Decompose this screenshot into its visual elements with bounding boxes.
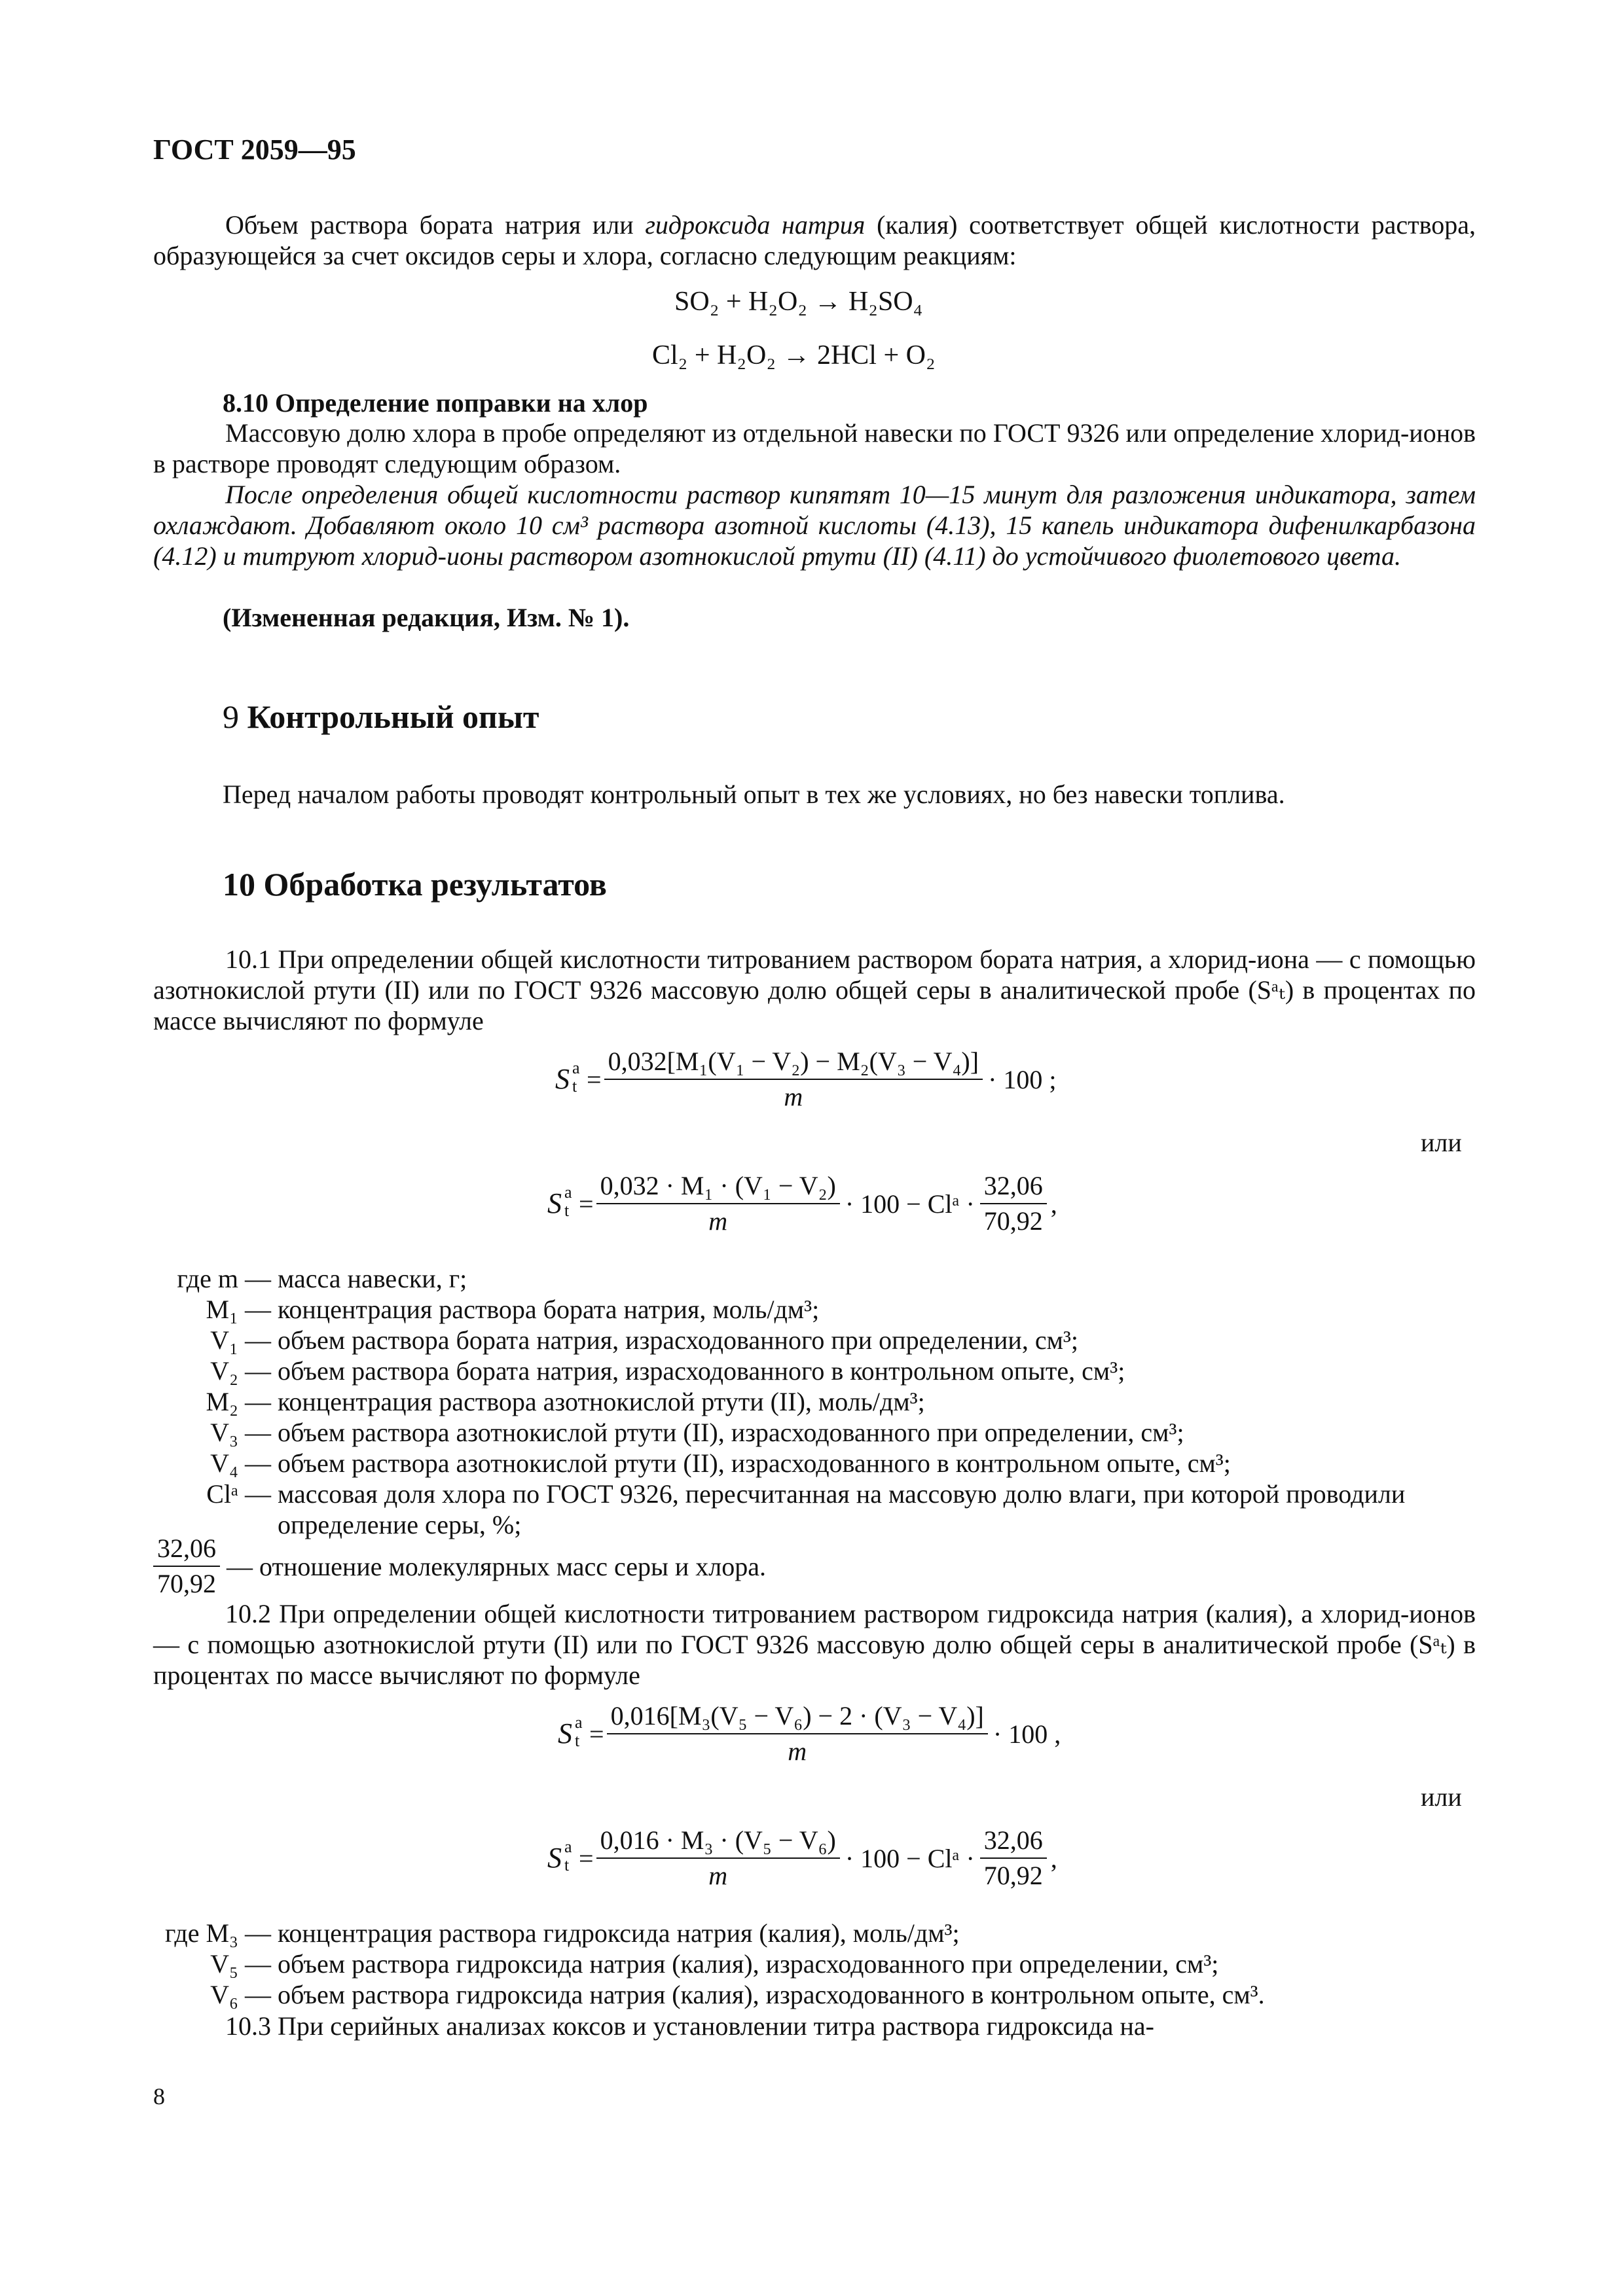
section-10-2-paragraph: 10.2 При определении общей кислотности титрованием раствором гидроксида натрия (калия), а хлорид-ионов — с помощью азотнокислой ртути (II) или по ГОСТ 9326 массовую долю общей серы в аналитической пробе (Sᵃₜ) в процентах по массе вычисляют по формуле	[153, 1599, 1476, 1690]
definition-symbol: где M₃ —	[164, 1918, 271, 1948]
definition-text: объем раствора бората натрия, израсходованного в контрольном опыте, см³;	[278, 1356, 1125, 1386]
section-10-3-paragraph: 10.3 При серийных анализах коксов и установлении титра раствора гидроксида на-	[225, 2011, 1154, 2041]
definition-row	[153, 1325, 1489, 1355]
ratio-definition: $\frac{32,06}{70,92}$ — отношение молекулярных масс серы и хлора.	[153, 1534, 766, 1598]
formula-4-fraction: $\frac{\text{0,016 · M₃ · (V₅ − V₆)}}{m}$	[596, 1826, 840, 1890]
reaction-2: Cl₂ + H₂O₂ → 2HCl + O₂	[652, 340, 936, 370]
definition-text: массовая доля хлора по ГОСТ 9326, пересчитанная на массовую долю влаги, при которой проводили определение серы, %;	[278, 1479, 1406, 1539]
intro-paragraph: Объем раствора бората натрия или гидроксида натрия (калия) соответствует общей кислотности раствора, образующейся за счет оксидов серы и хлора, согласно следующим реакциям:	[153, 210, 1476, 270]
definition-text: концентрация раствора бората натрия, моль/дм³;	[278, 1295, 820, 1324]
definitions-list-2	[153, 1918, 1489, 2010]
definition-text: объем раствора бората натрия, израсходованного при определении, см³;	[278, 1325, 1079, 1355]
definition-row	[153, 1294, 1489, 1325]
definition-text: масса навески, г;	[278, 1264, 467, 1293]
definition-text: объем раствора гидроксида натрия (калия), израсходованного при определении, см³;	[278, 1949, 1219, 1979]
definition-row	[153, 1479, 1489, 1540]
definition-symbol: V₆ —	[210, 1980, 271, 2009]
definition-symbol: V₃ —	[210, 1418, 271, 1447]
definition-text: концентрация раствора азотнокислой ртути (II), моль/дм³;	[278, 1387, 925, 1416]
definition-text: объем раствора азотнокислой ртути (II), израсходованного при определении, см³;	[278, 1418, 1184, 1447]
definition-text: объем раствора гидроксида натрия (калия), израсходованного в контрольном опыте, см³.	[278, 1980, 1265, 2009]
definitions-list-1	[153, 1263, 1489, 1540]
formula-2-fraction: $\frac{\text{0,032 · M₁ · (V₁ − V₂)}}{m}$	[596, 1172, 840, 1236]
definition-symbol: Clᵃ —	[206, 1479, 271, 1509]
definition-symbol: M₁ —	[206, 1295, 271, 1324]
document-code: ГОСТ 2059—95	[153, 134, 356, 166]
formula-3: S a t = $\frac{\text{0,016[M₃(V₅ − V₆) − 2 · (V₃ − V₄)]}}{m}$ · 100 ,	[558, 1701, 1061, 1766]
definition-symbol: V₁ —	[210, 1325, 271, 1355]
formula-symbol: S a t	[555, 1058, 580, 1096]
definition-symbol: V₄ —	[210, 1448, 271, 1478]
formula-1: S a t = $\frac{\text{0,032[M₁(V₁ − V₂) − M₂(V₃ − V₄)]}}{m}$ · 100 ;	[555, 1047, 1057, 1111]
or-label-2: или	[1421, 1782, 1462, 1812]
formula-2: S a t = $\frac{\text{0,032 · M₁ · (V₁ − V₂)}}{m}$ · 100 − Clᵃ · $\frac{32,06}{70,92}$ ,	[547, 1171, 1057, 1236]
definition-row	[153, 1448, 1489, 1479]
section-8-10-paragraph-2: После определения общей кислотности раствор кипятят 10—15 минут для разложения индикатора, затем охлаждают. Добавляют около 10 см³ раствора азотной кислоты (4.13), 15 капель индикатора дифенилкарбазона (4.12) и титруют хлорид-ионы раствором азотнокислой ртути (II) (4.11) до устойчивого фиолетового цвета.	[153, 480, 1476, 571]
ratio-fraction: $\frac{32,06}{70,92}$	[153, 1534, 220, 1598]
definition-text: концентрация раствора гидроксида натрия (калия), моль/дм³;	[278, 1918, 960, 1948]
definition-row	[153, 1386, 1489, 1417]
definition-symbol: где m —	[177, 1264, 271, 1293]
page-number: 8	[153, 2083, 165, 2109]
section-9-paragraph: Перед началом работы проводят контрольный опыт в тех же условиях, но без навески топлива.	[223, 780, 1285, 809]
definition-row	[153, 1355, 1489, 1386]
section-8-10-heading: 8.10 Определение поправки на хлор	[223, 388, 648, 418]
definition-symbol: M₂ —	[206, 1387, 271, 1416]
formula-symbol: S a t	[547, 1837, 572, 1874]
reaction-1: SO₂ + H₂O₂ → H₂SO₄	[674, 287, 923, 317]
definition-row	[153, 1417, 1489, 1448]
section-8-10-paragraph-1: Массовую долю хлора в пробе определяют из отдельной навески по ГОСТ 9326 или определение хлорид-ионов в растворе проводят следующим образом.	[153, 418, 1476, 478]
definition-row	[153, 1979, 1489, 2010]
definition-row	[153, 1918, 1489, 1948]
or-label-1: или	[1421, 1128, 1462, 1157]
formula-4-ratio: $\frac{32,06}{70,92}$	[980, 1826, 1047, 1890]
section-10-1-paragraph: 10.1 При определении общей кислотности титрованием раствором бората натрия, а хлорид-иона — с помощью азотнокислой ртути (II) или по ГОСТ 9326 массовую долю общей серы в аналитической пробе (Sᵃₜ) в процентах по массе вычисляют по формуле	[153, 944, 1476, 1035]
formula-3-fraction: $\frac{\text{0,016[M₃(V₅ − V₆) − 2 · (V₃ − V₄)]}}{m}$	[607, 1702, 988, 1766]
section-10-heading: 10 Обработка результатов	[223, 866, 607, 903]
amendment-note: (Измененная редакция, Изм. № 1).	[223, 603, 630, 632]
formula-2-ratio: $\frac{32,06}{70,92}$	[980, 1172, 1047, 1236]
definition-symbol: V₂ —	[210, 1356, 271, 1386]
formula-symbol: S a t	[547, 1183, 572, 1220]
definition-symbol: V₅ —	[210, 1949, 271, 1979]
formula-1-fraction: $\frac{\text{0,032[M₁(V₁ − V₂) − M₂(V₃ − V₄)]}}{m}$	[604, 1047, 983, 1111]
definition-row	[153, 1263, 1489, 1294]
formula-4: S a t = $\frac{\text{0,016 · M₃ · (V₅ − V₆)}}{m}$ · 100 − Clᵃ · $\frac{32,06}{70,92}$ ,	[547, 1825, 1057, 1890]
definition-text: объем раствора азотнокислой ртути (II), израсходованного в контрольном опыте, см³;	[278, 1448, 1231, 1478]
formula-symbol: S a t	[558, 1713, 583, 1750]
definition-row	[153, 1948, 1489, 1979]
section-9-heading: 9 Контрольный опыт	[223, 698, 539, 735]
